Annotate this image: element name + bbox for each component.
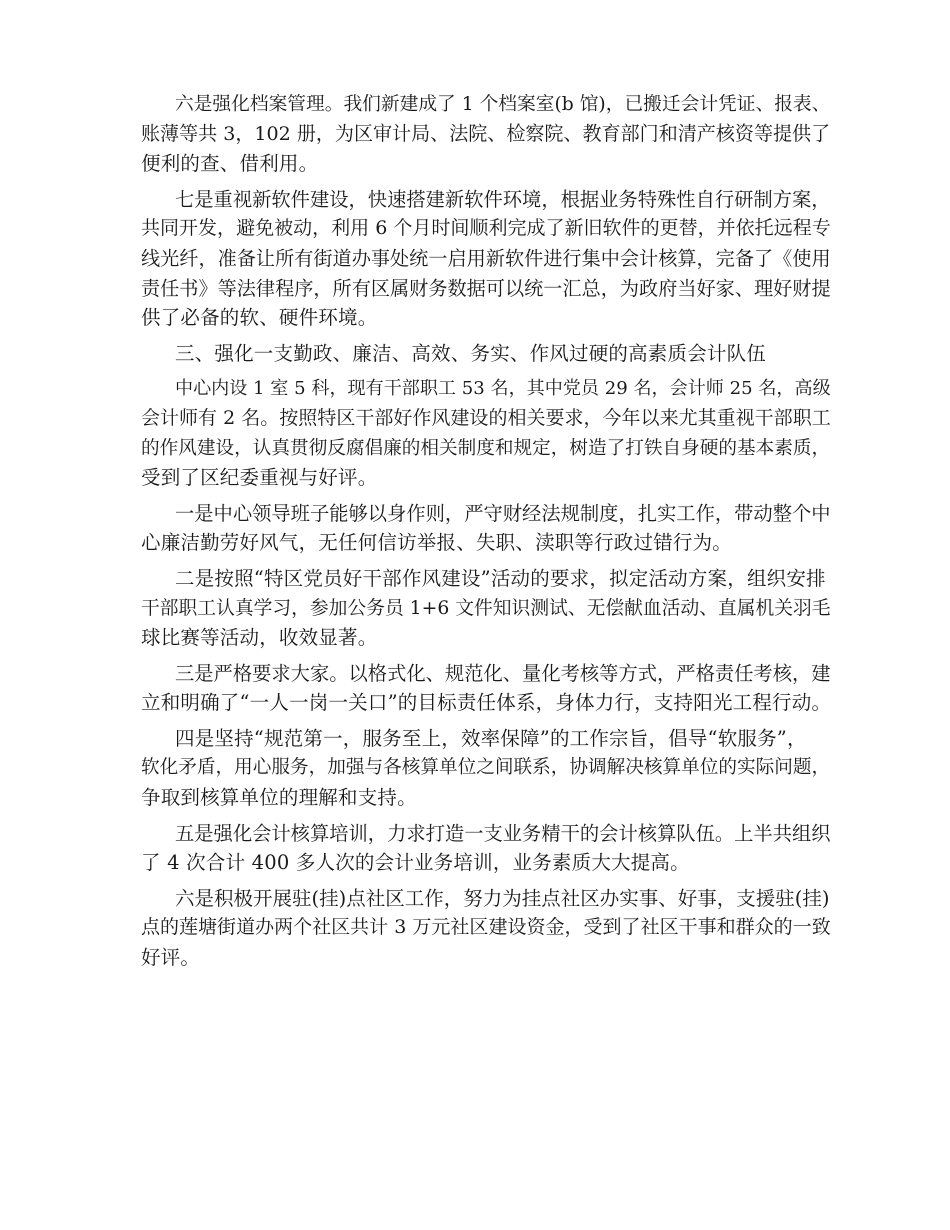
text-line: 供了必备的软、硬件环境。 — [141, 306, 378, 330]
text-line: 共同开发，避免被动，利用 6 个月时间顺利完成了新旧软件的更替，并依托远程专 — [141, 217, 831, 240]
document-body — [141, 90, 831, 979]
text-line: 七是重视新软件建设，快速搭建新软件环境，根据业务特殊性自行研制方案， — [175, 187, 831, 211]
text-line: 线光纤，准备让所有街道办事处统一启用新软件进行集中会计核算，完备了《使用 — [141, 246, 831, 270]
text-line: 二是按照“特区党员好干部作风建设”活动的要求，拟定活动方案，组织安排 — [175, 566, 826, 590]
text-line: 会计师有 2 名。按照特区干部好作风建设的相关要求，今年以来尤其重视干部职工 — [141, 406, 831, 429]
paragraph — [141, 339, 831, 369]
text-line: 三、强化一支勤政、廉洁、高效、务实、作风过硬的高素质会计队伍 — [175, 341, 767, 365]
text-line: 六是强化档案管理。我们新建成了 1 个档案室(b 馆)，已搬迁会计凭证、报表、 — [175, 94, 831, 115]
paragraph — [141, 724, 831, 813]
text-line: 六是积极开展驻(挂)点社区工作，努力为挂点社区办实事、好事，支援驻(挂) — [175, 886, 830, 910]
text-line: 软化矛盾，用心服务，加强与各核算单位之间联系，协调解决核算单位的实际问题， — [141, 757, 831, 779]
text-line: 球比赛等活动，收效显著。 — [141, 626, 378, 650]
paragraph — [141, 90, 831, 179]
paragraph — [141, 884, 831, 973]
text-line: 的作风建设，认真贯彻反腐倡廉的相关制度和规定，树造了打铁自身硬的基本素质， — [141, 437, 831, 459]
text-line: 一是中心领导班子能够以身作则，严守财经法规制度，扎实工作，带动整个中 — [175, 501, 831, 525]
text-line: 便利的查、借利用。 — [141, 152, 319, 176]
paragraph — [141, 374, 831, 492]
text-line: 点的莲塘街道办两个社区共计 3 万元社区建设资金，受到了社区干事和群众的一致 — [141, 916, 831, 939]
text-line: 责任书》等法律程序，所有区属财务数据可以统一汇总，为政府当好家、理好财提 — [141, 276, 831, 300]
text-line: 立和明确了“一人一岗一关口”的目标责任体系，身体力行，支持阳光工程行动。 — [141, 691, 832, 715]
text-line: 中心内设 1 室 5 科，现有干部职工 53 名，其中党员 29 名，会计师 25 名，高级 — [175, 378, 831, 400]
paragraph — [141, 819, 831, 878]
text-line: 四是坚持“规范第一，服务至上，效率保障”的工作宗旨，倡导“软服务”， — [175, 726, 807, 750]
paragraph — [141, 564, 831, 653]
text-line: 好评。 — [141, 946, 201, 970]
paragraph — [141, 185, 831, 333]
text-line: 干部职工认真学习，参加公务员 1+6 文件知识测试、无偿献血活动、直属机关羽毛 — [141, 597, 831, 619]
text-line: 受到了区纪委重视与好评。 — [141, 466, 378, 490]
text-line: 了 4 次合计 400 多人次的会计业务培训，业务素质大大提高。 — [141, 851, 690, 875]
paragraph — [141, 659, 831, 718]
text-line: 五是强化会计核算培训，力求打造一支业务精干的会计核算队伍。上半共组织 — [175, 821, 831, 845]
text-line: 账薄等共 3，102 册，为区审计局、法院、检察院、教育部门和清产核资等提供了 — [141, 122, 831, 145]
paragraph — [141, 499, 831, 558]
text-line: 争取到核算单位的理解和支持。 — [141, 786, 417, 810]
text-line: 心廉洁勤劳好风气，无任何信访举报、失职、渎职等行政过错行为。 — [141, 531, 733, 555]
text-line: 三是严格要求大家。以格式化、规范化、量化考核等方式，严格责任考核，建 — [175, 661, 831, 685]
